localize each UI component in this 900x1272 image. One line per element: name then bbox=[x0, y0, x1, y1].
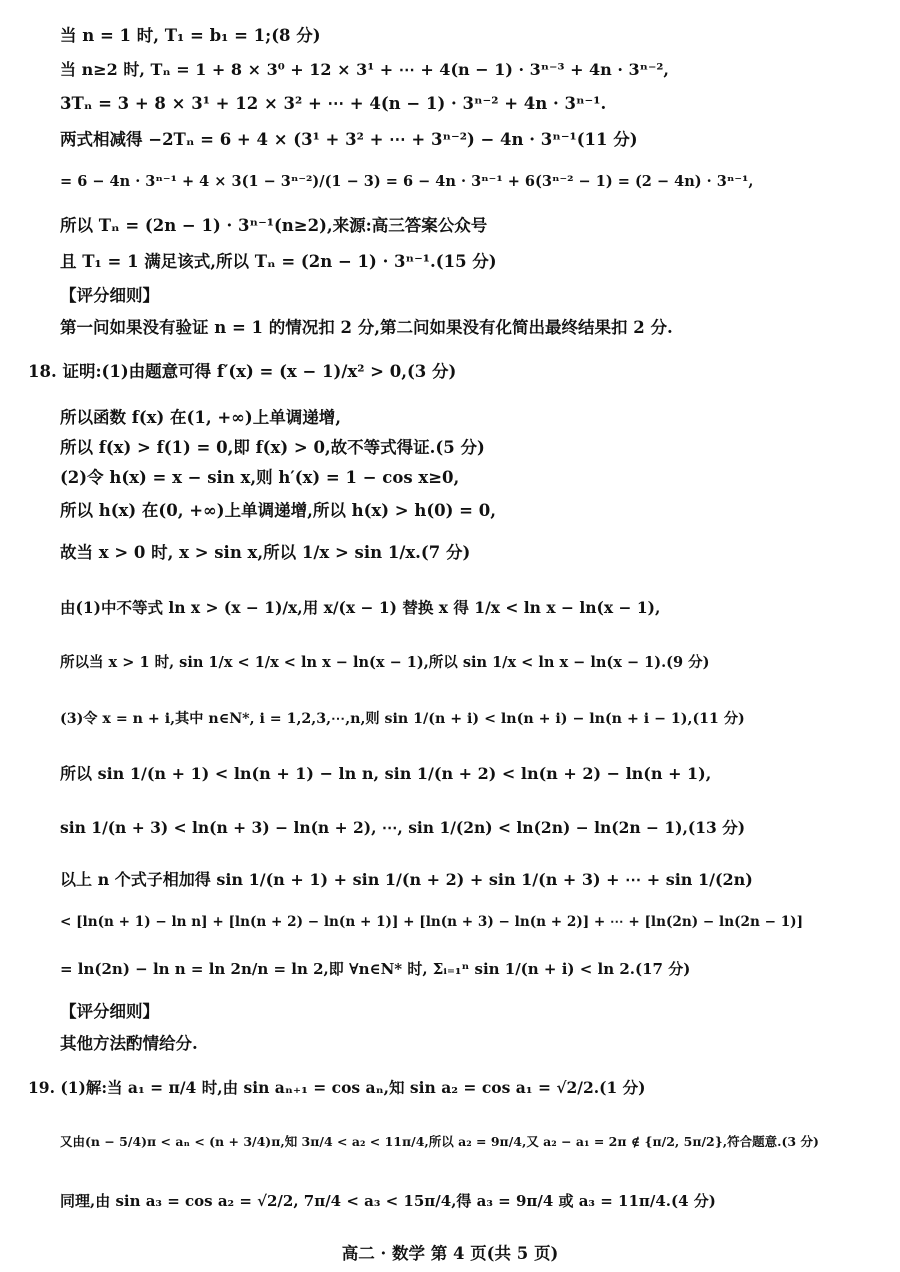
text-line: 且 T₁ = 1 满足该式,所以 Tₙ = (2n − 1) · 3ⁿ⁻¹.(15 分) bbox=[60, 252, 497, 271]
text-line: 同理,由 sin a₃ = cos a₂ = √2/2, 7π/4 < a₃ < 15π/4,得 a₃ = 9π/4 或 a₃ = 11π/4.(4 分) bbox=[60, 1192, 716, 1210]
text-line: 当 n≥2 时, Tₙ = 1 + 8 × 3⁰ + 12 × 3¹ + ⋯ + 4(n − 1) · 3ⁿ⁻³ + 4n · 3ⁿ⁻², bbox=[60, 60, 669, 79]
text-line: 所以 f(x) > f(1) = 0,即 f(x) > 0,故不等式得证.(5 分) bbox=[60, 438, 485, 457]
text-line: 3Tₙ = 3 + 8 × 3¹ + 12 × 3² + ⋯ + 4(n − 1) · 3ⁿ⁻² + 4n · 3ⁿ⁻¹. bbox=[60, 94, 607, 113]
text-line: = ln(2n) − ln n = ln 2n/n = ln 2,即 ∀n∈N* 时, Σᵢ₌₁ⁿ sin 1/(n + i) < ln 2.(17 分) bbox=[60, 960, 691, 978]
text-line: 所以 h(x) 在(0, +∞)上单调递增,所以 h(x) > h(0) = 0, bbox=[60, 501, 496, 520]
text-line: 所以 Tₙ = (2n − 1) · 3ⁿ⁻¹(n≥2),来源:高三答案公众号 bbox=[60, 216, 488, 235]
page-footer: 高二 · 数学 第 4 页(共 5 页) bbox=[341, 1244, 559, 1263]
section-heading: 【评分细则】 bbox=[60, 1002, 159, 1021]
text-line: < [ln(n + 1) − ln n] + [ln(n + 2) − ln(n + 1)] + [ln(n + 3) − ln(n + 2)] + ⋯ + [ln(2n) − ln(2n − 1)] bbox=[60, 914, 804, 930]
text-line: 又由(n − 5/4)π < aₙ < (n + 3/4)π,知 3π/4 < a₂ < 11π/4,所以 a₂ = 9π/4,又 a₂ − a₁ = 2π ∉ {π/2, 5π/2},符合题意.(3 分) bbox=[60, 1134, 819, 1149]
text-line: 当 n = 1 时, T₁ = b₁ = 1;(8 分) bbox=[60, 26, 321, 45]
text-line: 其他方法酌情给分. bbox=[60, 1034, 198, 1053]
section-heading: 【评分细则】 bbox=[60, 286, 159, 305]
text-line: (2)令 h(x) = x − sin x,则 h′(x) = 1 − cos x≥0, bbox=[60, 468, 460, 487]
problem-18-heading: 18. 证明:(1)由题意可得 f′(x) = (x − 1)/x² > 0,(3 分) bbox=[28, 362, 457, 381]
problem-19-heading: 19. (1)解:当 a₁ = π/4 时,由 sin aₙ₊₁ = cos aₙ,知 sin a₂ = cos a₁ = √2/2.(1 分) bbox=[28, 1078, 646, 1097]
text-line: 所以当 x > 1 时, sin 1/x < 1/x < ln x − ln(x − 1),所以 sin 1/x < ln x − ln(x − 1).(9 分) bbox=[60, 654, 710, 671]
text-line: = 6 − 4n · 3ⁿ⁻¹ + 4 × 3(1 − 3ⁿ⁻²)/(1 − 3) = 6 − 4n · 3ⁿ⁻¹ + 6(3ⁿ⁻² − 1) = (2 − 4n) · 3ⁿ⁻¹, bbox=[60, 173, 754, 190]
text-line: 所以 sin 1/(n + 1) < ln(n + 1) − ln n, sin 1/(n + 2) < ln(n + 2) − ln(n + 1), bbox=[60, 764, 712, 783]
text-line: 故当 x > 0 时, x > sin x,所以 1/x > sin 1/x.(7 分) bbox=[60, 543, 471, 562]
text-line: 所以函数 f(x) 在(1, +∞)上单调递增, bbox=[60, 408, 341, 427]
text-line: 由(1)中不等式 ln x > (x − 1)/x,用 x/(x − 1) 替换 x 得 1/x < ln x − ln(x − 1), bbox=[60, 598, 661, 617]
text-line: 以上 n 个式子相加得 sin 1/(n + 1) + sin 1/(n + 2) + sin 1/(n + 3) + ⋯ + sin 1/(2n) bbox=[60, 870, 753, 889]
text-line: sin 1/(n + 3) < ln(n + 3) − ln(n + 2), ⋯, sin 1/(2n) < ln(2n) − ln(2n − 1),(13 分) bbox=[60, 818, 746, 837]
text-line: 第一问如果没有验证 n = 1 的情况扣 2 分,第二问如果没有化简出最终结果扣 2 分. bbox=[60, 318, 673, 337]
text-line: 两式相减得 −2Tₙ = 6 + 4 × (3¹ + 3² + ⋯ + 3ⁿ⁻²) − 4n · 3ⁿ⁻¹(11 分) bbox=[60, 130, 638, 149]
text-line: (3)令 x = n + i,其中 n∈N*, i = 1,2,3,⋯,n,则 sin 1/(n + i) < ln(n + i) − ln(n + i − 1),(11 分) bbox=[60, 711, 745, 727]
